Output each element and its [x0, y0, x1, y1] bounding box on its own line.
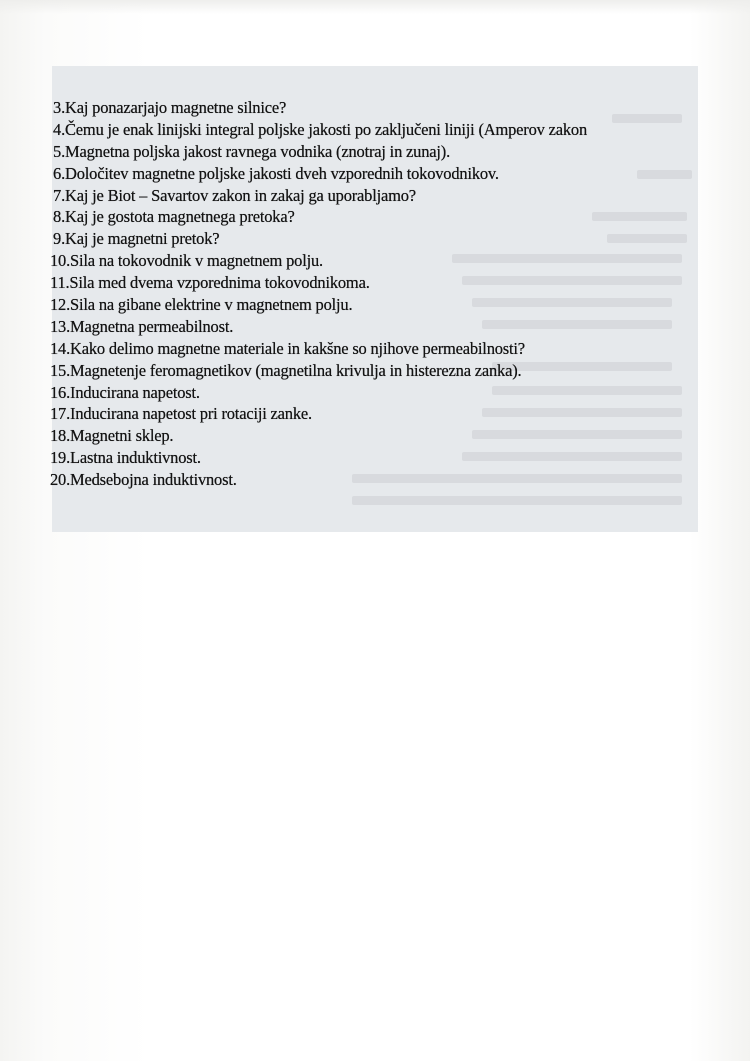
question-text: Lastna induktivnost. — [70, 448, 201, 468]
question-text: Magnetni sklep. — [70, 426, 174, 446]
question-number: 19. — [50, 448, 71, 468]
question-item — [50, 251, 750, 273]
question-text: Sila na gibane elektrine v magnetnem polju. — [70, 295, 353, 315]
question-number: 12. — [50, 295, 71, 315]
question-item — [50, 448, 750, 470]
question-text: Kaj je Biot – Savartov zakon in zakaj ga uporabljamo? — [65, 185, 416, 205]
question-item — [50, 470, 750, 492]
question-item — [50, 383, 750, 405]
question-item — [50, 186, 750, 208]
question-number: 8. — [53, 207, 65, 227]
question-number: 7. — [53, 185, 65, 205]
question-item — [50, 207, 750, 229]
question-item — [50, 142, 750, 164]
question-number: 10. — [50, 251, 71, 271]
question-number: 3. — [53, 98, 65, 117]
question-number: 20. — [50, 470, 71, 490]
question-number: 9. — [53, 229, 65, 249]
question-number: 14. — [50, 338, 71, 358]
question-text: Medsebojna induktivnost. — [70, 470, 237, 490]
question-number: 16. — [50, 382, 71, 402]
question-list — [50, 98, 750, 492]
question-item — [50, 164, 750, 186]
question-item — [50, 229, 750, 251]
question-text: Kaj ponazarjajo magnetne silnice? — [65, 98, 287, 117]
question-text: Inducirana napetost. — [70, 382, 200, 402]
question-text: Magnetna poljska jakost ravnega vodnika (znotraj in zunaj). — [65, 141, 450, 161]
question-item — [50, 273, 750, 295]
question-item — [50, 339, 750, 361]
question-text: Inducirana napetost pri rotaciji zanke. — [70, 404, 312, 424]
question-text: Določitev magnetne poljske jakosti dveh vzporednih tokovodnikov. — [65, 163, 499, 183]
question-item — [50, 98, 750, 120]
question-number: 15. — [50, 360, 71, 380]
question-text: Kaj je gostota magnetnega pretoka? — [65, 207, 295, 227]
question-text: Kaj je magnetni pretok? — [65, 229, 220, 249]
question-number: 6. — [53, 163, 65, 183]
question-text: Kako delimo magnetne materiale in kakšne so njihove permeabilnosti? — [70, 338, 525, 358]
question-item — [50, 361, 750, 383]
question-number: 5. — [53, 141, 65, 161]
question-number: 13. — [50, 316, 71, 336]
question-text: Sila na tokovodnik v magnetnem polju. — [70, 251, 323, 271]
question-item — [50, 404, 750, 426]
question-number: 18. — [50, 426, 71, 446]
question-number: 17. — [50, 404, 71, 424]
question-text: Sila med dvema vzporednima tokovodnikoma. — [69, 273, 370, 293]
question-text: Magnetna permeabilnost. — [70, 316, 234, 336]
question-text: Magnetenje feromagnetikov (magnetilna krivulja in histerezna zanka). — [70, 360, 522, 380]
question-item — [50, 426, 750, 448]
question-text: Čemu je enak linijski integral poljske jakosti po zaključeni liniji (Amperov zakon — [65, 119, 588, 139]
question-number: 4. — [53, 119, 65, 139]
question-item — [50, 120, 750, 142]
question-item — [50, 295, 750, 317]
scan-edge-shadow — [0, 0, 750, 14]
question-item — [50, 317, 750, 339]
bleed-through-mark — [352, 496, 682, 505]
question-number: 11. — [50, 273, 70, 293]
